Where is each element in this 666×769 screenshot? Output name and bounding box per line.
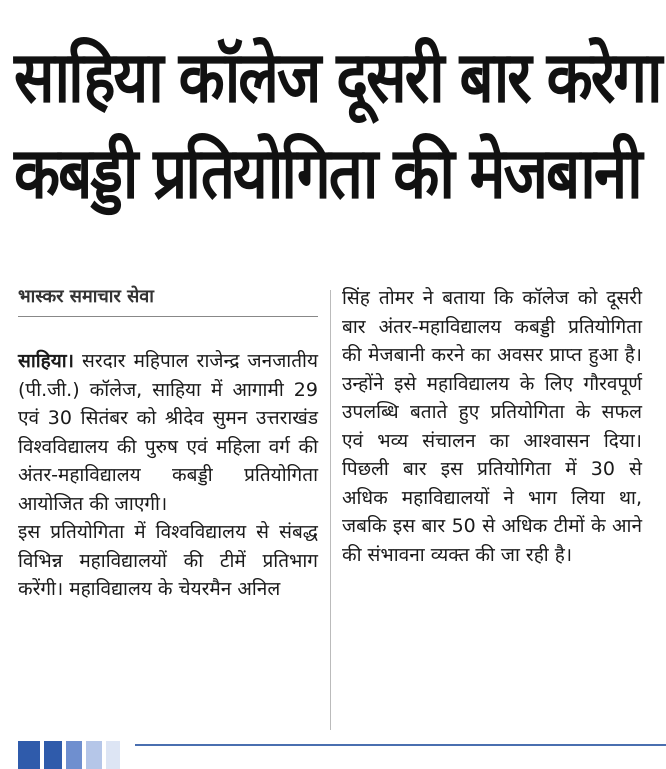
footer-rule [135, 744, 666, 746]
article-paragraph-1 [18, 347, 318, 518]
footer-bar-1 [18, 741, 40, 769]
article-column-right [342, 284, 642, 569]
byline: भास्कर समाचार सेवा [18, 284, 318, 317]
footer-bar-3 [66, 741, 82, 769]
headline-line-2: कबड्डी प्रतियोगिता की मेजबानी [14, 132, 641, 216]
headline [14, 30, 661, 222]
article-column-left [18, 284, 318, 604]
footer-bar-2 [44, 741, 62, 769]
headline-line-1: साहिया कॉलेज दूसरी बार करेगा [14, 36, 661, 120]
footer-bar-4 [86, 741, 102, 769]
column-divider [330, 290, 331, 730]
article-paragraph-2: इस प्रतियोगिता में विश्वविद्यालय से संबद्ध विभिन्न महाविद्यालयों की टीमें प्रतिभाग करेंगी। महाविद्यालय के चेयरमैन अनिल [18, 521, 318, 600]
article-paragraph-3: सिंह तोमर ने बताया कि कॉलेज को दूसरी बार अंतर-महाविद्यालय कबड्डी प्रतियोगिता की मेजबानी करने का अवसर प्राप्त हुआ है। उन्होंने इसे महाविद्यालय के लिए गौरवपूर्ण उपलब्धि बताते हुए प्रतियोगिता के सफल एवं भव्य संचालन का आश्वासन दिया। पिछली बार इस प्रतियोगिता में 30 से अधिक महाविद्यालयों ने भाग लिया था, जबकि इस बार 50 से अधिक टीमों के आने की संभावना व्यक्त की जा रही है। [342, 287, 642, 566]
article-paragraph-1-text: सरदार महिपाल राजेन्द्र जनजातीय (पी.जी.) कॉलेज, साहिया में आगामी 29 एवं 30 सितंबर को श्रीदेव सुमन उत्तराखंड विश्वविद्यालय की पुरुष एवं महिला वर्ग की अंतर-महाविद्यालय कबड्डी प्रतियोगिता आयोजित की जाएगी। [18, 350, 318, 515]
footer-bar-5 [106, 741, 120, 769]
dateline: साहिया। [18, 350, 74, 372]
